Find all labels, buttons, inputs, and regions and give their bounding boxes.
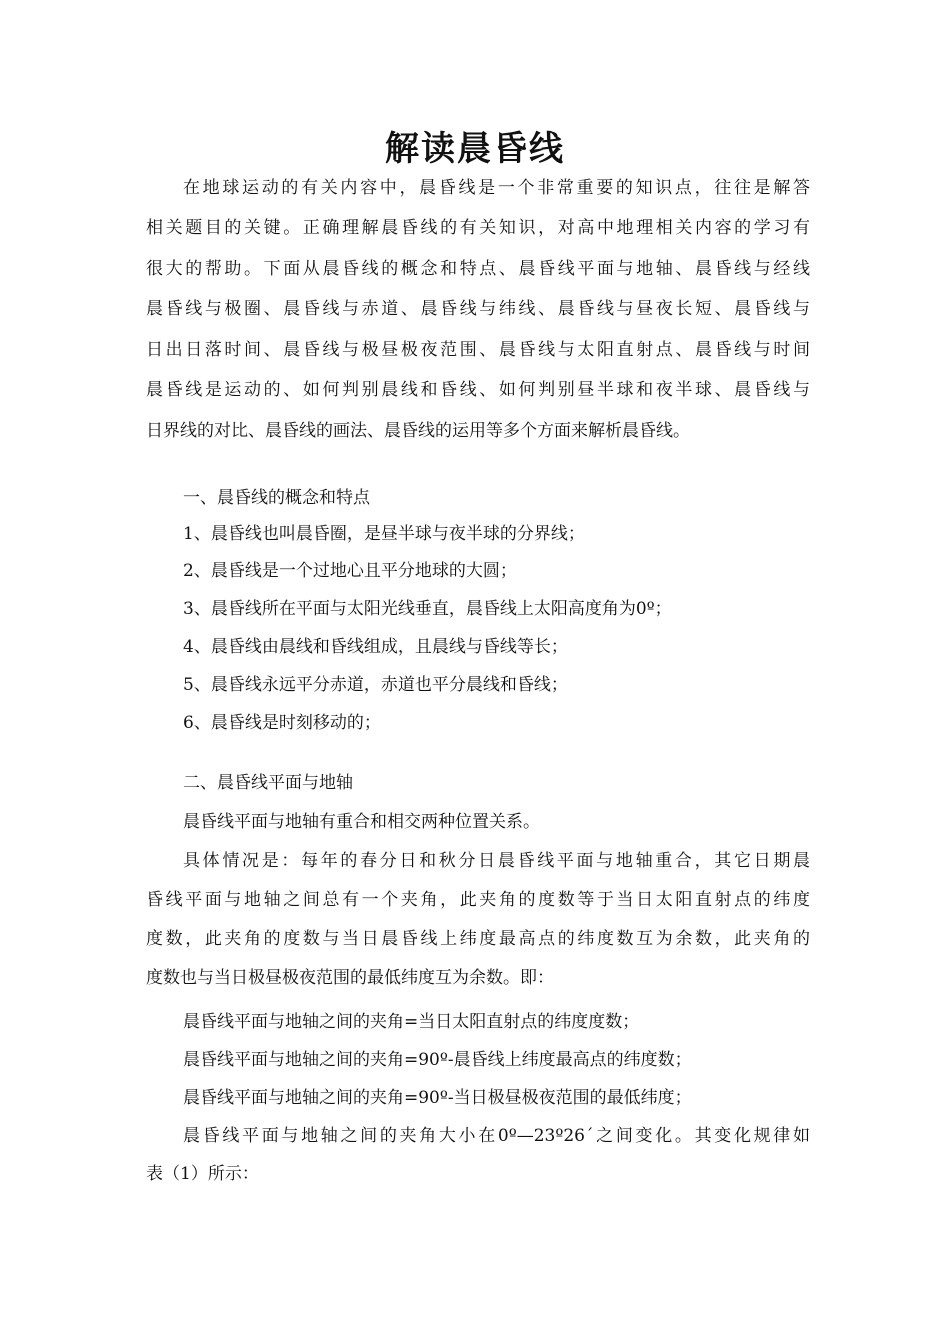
paragraph-line: 表（1）所示：	[146, 1164, 259, 1184]
intro-line: 相关题目的关键。正确理解晨昏线的有关知识，对高中地理相关内容的学习有	[146, 218, 810, 238]
list-item: 5、晨昏线永远平分赤道，赤道也平分晨线和昏线；	[183, 675, 568, 695]
paragraph-line: 度数，此夹角的度数与当日晨昏线上纬度最高点的纬度数互为余数，此夹角的	[146, 929, 810, 949]
formula-line: 晨昏线平面与地轴之间的夹角=90º-当日极昼极夜范围的最低纬度；	[183, 1088, 692, 1108]
section-heading: 二、晨昏线平面与地轴	[183, 773, 353, 793]
list-item: 2、晨昏线是一个过地心且平分地球的大圆；	[183, 561, 517, 581]
intro-line: 日界线的对比、晨昏线的画法、晨昏线的运用等多个方面来解析晨昏线。	[146, 421, 690, 441]
paragraph-line: 度数也与当日极昼极夜范围的最低纬度互为余数。即：	[146, 968, 554, 988]
list-item: 6、晨昏线是时刻移动的；	[183, 713, 381, 733]
intro-line: 在地球运动的有关内容中，晨昏线是一个非常重要的知识点，往往是解答	[183, 178, 810, 198]
list-item: 4、晨昏线由晨线和昏线组成，且晨线与昏线等长；	[183, 637, 568, 657]
intro-line: 晨昏线与极圈、晨昏线与赤道、晨昏线与纬线、晨昏线与昼夜长短、晨昏线与	[146, 299, 810, 319]
list-item: 3、晨昏线所在平面与太阳光线垂直，晨昏线上太阳高度角为0º；	[183, 599, 672, 619]
paragraph-line: 具体情况是：每年的春分日和秋分日晨昏线平面与地轴重合，其它日期晨	[183, 851, 810, 871]
formula-line: 晨昏线平面与地轴之间的夹角=当日太阳直射点的纬度度数；	[183, 1012, 640, 1032]
page-title: 解读晨昏线	[385, 129, 565, 169]
formula-line: 晨昏线平面与地轴之间的夹角=90º-晨昏线上纬度最高点的纬度数；	[183, 1050, 692, 1070]
intro-line: 很大的帮助。下面从晨昏线的概念和特点、晨昏线平面与地轴、晨昏线与经线	[146, 259, 810, 279]
section-heading: 一、晨昏线的概念和特点	[183, 488, 370, 508]
paragraph-line: 晨昏线平面与地轴有重合和相交两种位置关系。	[183, 812, 540, 832]
intro-line: 晨昏线是运动的、如何判别晨线和昏线、如何判别昼半球和夜半球、晨昏线与	[146, 380, 810, 400]
paragraph-line: 晨昏线平面与地轴之间的夹角大小在0º—23º26´之间变化。其变化规律如	[183, 1126, 810, 1146]
intro-line: 日出日落时间、晨昏线与极昼极夜范围、晨昏线与太阳直射点、晨昏线与时间	[146, 340, 810, 360]
paragraph-line: 昏线平面与地轴之间总有一个夹角，此夹角的度数等于当日太阳直射点的纬度	[146, 890, 810, 910]
list-item: 1、晨昏线也叫晨昏圈，是昼半球与夜半球的分界线；	[183, 524, 585, 544]
